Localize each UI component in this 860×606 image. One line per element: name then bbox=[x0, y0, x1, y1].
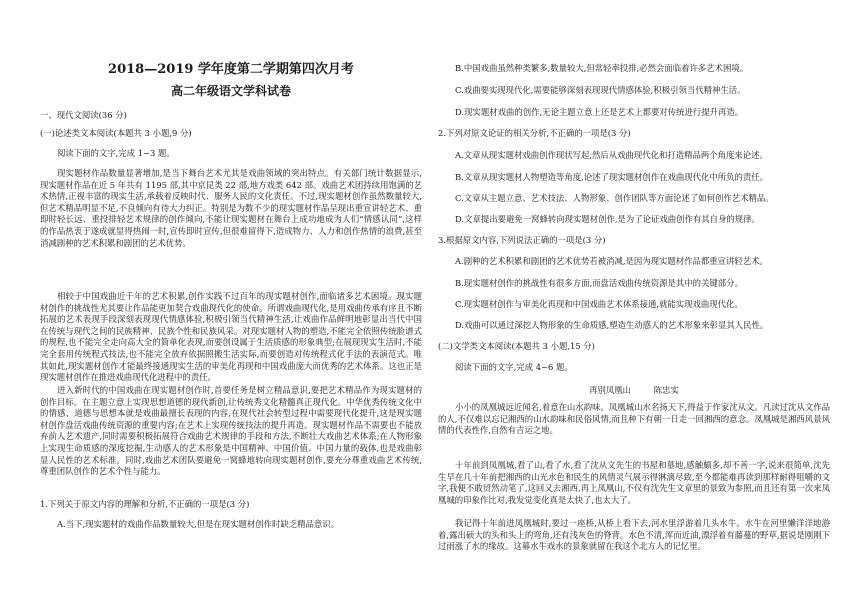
question-3-option-c: C.现实题材创作与审美化再现和中国戏曲艺术体系接通,就能实现戏曲现代化。 bbox=[455, 299, 743, 309]
question-3-option-a: A.剧种的艺术积累和剧团的艺术优势若被消减,是因为现实题材作品都重宣讲轻艺术。 bbox=[455, 256, 768, 266]
exam-subtitle: 高二年级语文学科试卷 bbox=[170, 84, 291, 98]
question-2: 2.下列对原文论证的相关分析,不正确的一项是(3 分) bbox=[438, 128, 631, 138]
passage-paragraph-2: 相较于中国戏曲近千年的艺术积累,创作实践不过百年的现实题材创作,面临诸多艺术困境。现实题材创作的挑战性尤其要让作品能更加契合戏曲现代化的使命。所谓戏曲现代化,是用戏曲传承有序且不断拓展的艺术表现手段深刻表现现代情感体验,积极引领当代精神生活,让戏曲作品鲜明地彰显出当代中国在传统与现代之间的民族精神、民族个性和民族风采。对现实题材人物的塑造,不能完全依照传统脸谱式的规程,也不能完全走向高大全的简单化表现,而要创设属于生活质感的形象典型;在展现现实生活时,不能完全套用传统程式技法,也不能完全放弃依据照搬生活实际,而要创造对传统程式化手法的表演范式。唯其如此,现实题材创作才能最终接通现实生活的审美化再现和中国戏曲庞大而优秀的艺术体系。这也正是现实题材创作在推进戏曲现代化进程中的责任。 bbox=[40, 291, 422, 383]
question-1: 1.下列关于原文内容的理解和分析,不正确的一项是(3 分) bbox=[40, 499, 250, 509]
subsection-heading-2: (二)文学类文本阅读(本题共 3 小题,15 分) bbox=[438, 341, 595, 351]
story-paragraph-2: 十年前到凤凰城,看了山,看了水,看了沈从文先生的书屋和墓地,感触颇多,却不善一字,说来很简单,沈先生早在几十年前把湘西的山光水色和民生的风情灵气展示得淋漓尽致,至今都能难再读到那样耐得咀嚼的文字,我便不敢贸然动笔了,这回又去湘西,再上凤凰山,不仅有沈先生文章里的景致为参照,而且还有第一次来凤凰城的印象作比对,我发觉变化真是太快了,也太大了。 bbox=[438, 460, 830, 505]
subsection-heading: (一)论述类文本阅读(本题共 3 小题,9 分) bbox=[40, 128, 192, 138]
instructions-2: 阅读下面的文字,完成 4~6 题。 bbox=[455, 362, 573, 372]
story-paragraph-1: 小小的凤凰城远近闻名,着意在山水韵味。凤凰城山水名扬天下,得益于作家沈从文。凡读过沈从文作品的人,不仅难以忘记湘西的山水韵味和民俗风情,而且种下有朝一日走一回湘西的意念。凤凰城是湘西风景风情的代表性作,自然有吉运之地。 bbox=[438, 402, 830, 436]
story-heading bbox=[438, 384, 830, 396]
section-heading: 一、现代文阅读(36 分) bbox=[40, 110, 127, 120]
question-1-option-a: A.当下,现实题材的戏曲作品数量较大,但是在现实题材创作时缺乏精品意识。 bbox=[57, 519, 340, 529]
question-2-option-c: C.文章从主题立意、艺术技法、人物形象、创作团队等方面论述了如何创作艺术精品。 bbox=[455, 193, 774, 203]
exam-title: 2018—2019 学年度第二学期第四次月考 bbox=[108, 62, 354, 77]
story-author: 陈忠实 bbox=[653, 385, 679, 395]
story-paragraph-3: 我记得十年前进凤凰城时,要过一座桥,从桥上看下去,河水里浮游着几头水牛。水牛在河里懒洋洋地游着,露出硕大的头和头上的弯角,还有浅灰色的脊背。水色不清,浑而近油,漂浮着有藤蔓的野草,据说是刚刚下过雨涨了水的缘故。这幕水牛戏水的景象就留在我这个北方人的记忆里。 bbox=[438, 518, 830, 552]
question-2-option-d: D.文章提出要避免一窝蜂转向现实题材创作,是为了论证戏曲创作有其自身的规律。 bbox=[455, 214, 760, 224]
question-3-option-d: D.戏曲可以通过深挖人物形象的生命质感,塑造生动感人的艺术形象来彰显其人民性。 bbox=[455, 320, 769, 330]
question-1-option-b: B.中国戏曲虽然种类繁多,数量较大,但常轻率投排,必然会面临着许多艺术困境。 bbox=[455, 63, 749, 73]
question-1-option-d: D.现实题材戏曲的创作,无论主题立意上还是艺术上都要对传统进行提升再造。 bbox=[455, 107, 744, 117]
question-3-option-b: B.现实题材创作的挑战性有很多方面,而盘活戏曲传统资源是其中的关键部分。 bbox=[455, 278, 743, 288]
passage-paragraph-1: 现实题材作品数量显著增加,是当下舞台艺术尤其是戏曲领域的突出特点。有关部门统计数据显示,现实题材作品在近 5 年共有 1195 部,其中京昆类 22 部,地方戏类 642 部。戏曲艺术团持续用饱满的艺术热情,正视丰富的现实生活,承载着反映时代、服务人民的文化责任。不过,现实题材创作虽然数量较大,但艺术精品明显不足,不良倾向有待大力纠正。特别是为数不少的现实题材作品呈现出重宣讲轻艺术、重即时轻长远、重投排轻艺术规律的创作倾向,不能让现实题材在舞台上成功地成为人们“情感认同”,这样的作品热衷于遂成就显得热闹一时,宣传即时宣传,但很难留得下,造成物力、人力和创作热情的浪费,甚至消减剧种的艺术积累和剧团的艺术优势。 bbox=[40, 168, 422, 248]
story-title: 再别凤凰山 bbox=[589, 385, 632, 395]
question-3: 3.根据原文内容,下列说法正确的一项是(3 分) bbox=[438, 235, 606, 245]
passage-paragraph-3: 进入新时代的中国戏曲在现实题材创作时,首要任务是树立精品意识,要把艺术精品作为现实题材的创作目标。在主题立意上实现思想道德的现代新创,让传统秀文化精髓真正现代化。中华优秀传统文化中的情感、道德与思想本就是戏曲最擅长表现的内容,在现代社会转型过程中需要现代化提升,这是现实题材创作盘活戏曲传统资源的重要内容;在艺术上实现传统技法的提升再造。现实题材作品不需要也不能放弃前人艺术遗产,同时需要积极拓展符合戏曲艺术规律的手段和方法,不断壮大戏曲艺术体系;在人物形象上实现生命质感的深度挖掘,生动感人的艺术形象是中国精神、中国价值、中国力量的载体,也是戏曲彰显人民性的艺术标准。同时,戏曲艺术团队要避免一窝蜂地转向现实题材创作,要充分尊重戏曲艺术传统,尊重团队创作的艺术个性与能力。 bbox=[40, 385, 422, 477]
question-2-option-b: B.文章从现实题材人物塑造等角度,论述了现实题材创作在戏曲现代化中所负的责任。 bbox=[455, 172, 768, 182]
question-1-option-c: C.戏曲要实现现代化,需要能够深刻表现现代情感体验,积极引领当代精神生活。 bbox=[455, 85, 746, 95]
question-2-option-a: A.文章从现实题材戏曲创作现状写起,然后从戏曲现代化和打造精品两个角度来论述。 bbox=[455, 150, 768, 160]
instructions: 阅读下面的文字,完成 1~3 题。 bbox=[57, 148, 175, 158]
